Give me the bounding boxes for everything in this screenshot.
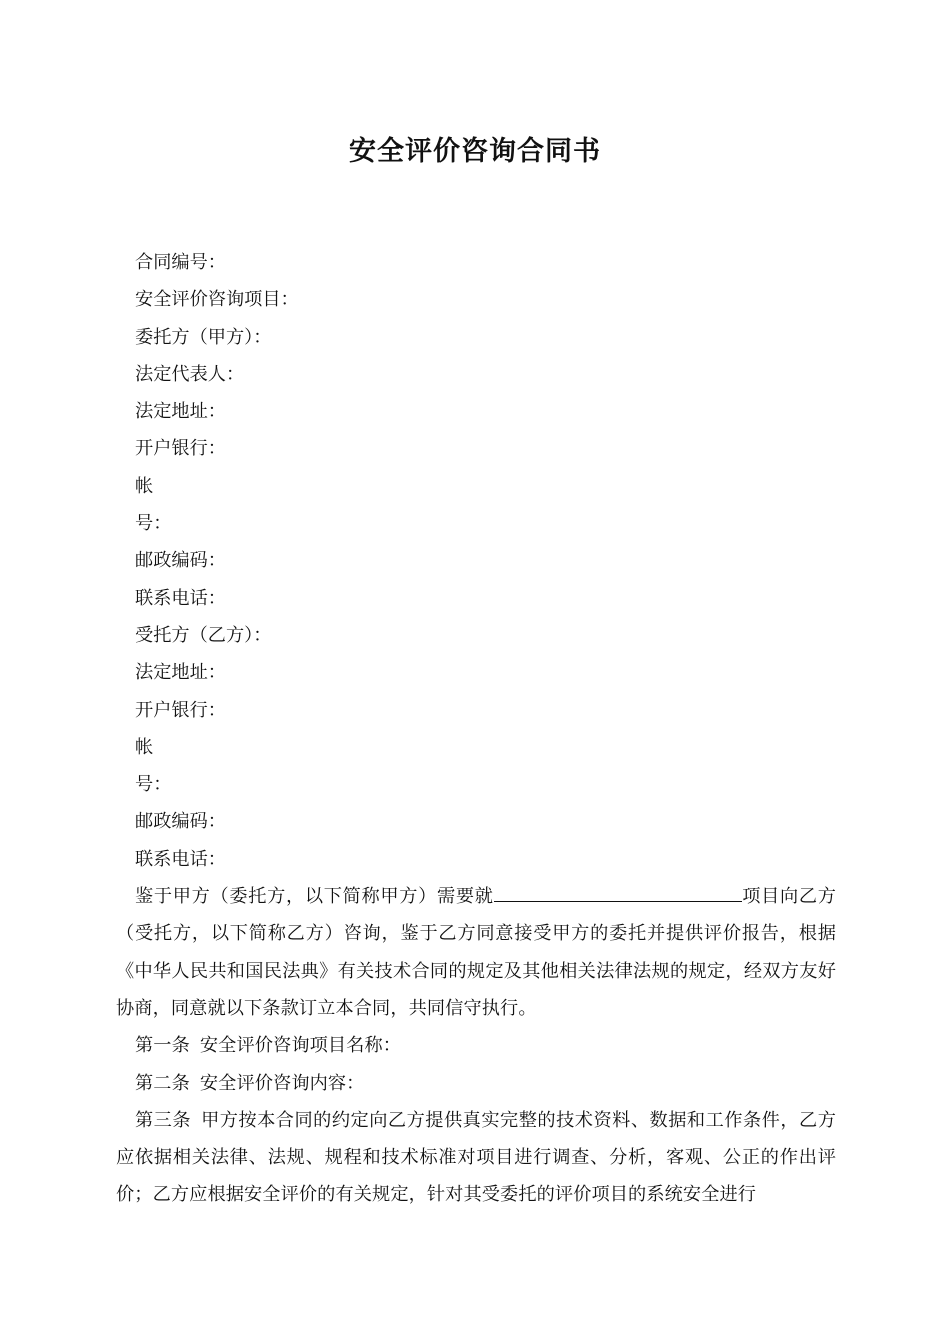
field-party-b: 受托方（乙方）： xyxy=(135,624,272,646)
article-2 xyxy=(116,1065,836,1102)
article-1-text: 安全评价咨询项目名称： xyxy=(199,1035,402,1057)
field-party-b-postcode: 邮政编码： xyxy=(135,811,226,833)
project-name-blank xyxy=(494,881,742,902)
field-party-a: 委托方（甲方）： xyxy=(135,326,272,348)
field-party-b-account-number: 号： xyxy=(135,774,172,796)
article-3 xyxy=(116,1102,836,1214)
preamble-paragraph xyxy=(116,878,836,1027)
field-party-b-bank: 开户银行： xyxy=(135,699,226,721)
field-project: 安全评价咨询项目： xyxy=(135,289,299,311)
field-party-a-address: 法定地址： xyxy=(135,401,226,423)
field-party-b-phone: 联系电话： xyxy=(135,848,226,870)
field-party-a-bank: 开户银行： xyxy=(135,438,226,460)
preamble-text-before: 鉴于甲方（委托方，以下简称甲方）需要就 xyxy=(135,886,494,908)
document-title: 安全评价咨询合同书 xyxy=(349,136,601,167)
field-party-a-account-label: 帐 xyxy=(135,475,154,497)
field-party-a-postcode: 邮政编码： xyxy=(135,550,226,572)
article-1 xyxy=(116,1027,836,1064)
article-2-label: 第二条 xyxy=(135,1072,190,1094)
field-legal-representative: 法定代表人： xyxy=(135,363,245,385)
field-contract-number: 合同编号： xyxy=(135,252,226,273)
article-1-label: 第一条 xyxy=(135,1035,190,1057)
article-3-text: 甲方按本合同的约定向乙方提供真实完整的技术资料、数据和工作条件，乙方应依据相关法律、法规、规程和技术标准对项目进行调查、分析，客观、公正的作出评价；乙方应根据安全评价的有关规定，针对其受委托的评价项目的系统安全进行 xyxy=(116,1109,836,1206)
field-party-b-account-label: 帐 xyxy=(135,736,154,758)
article-3-label: 第三条 xyxy=(135,1109,192,1131)
article-2-text: 安全评价咨询内容： xyxy=(199,1072,365,1094)
field-party-a-phone: 联系电话： xyxy=(135,587,226,609)
field-party-a-account-number: 号： xyxy=(135,513,172,535)
contract-body xyxy=(116,244,836,1214)
field-party-b-address: 法定地址： xyxy=(135,662,226,684)
preamble-text-after: 项目向乙方（受托方，以下简称乙方）咨询，鉴于乙方同意接受甲方的委托并提供评价报告，根据《中华人民共和国民法典》有关技术合同的规定及其他相关法律法规的规定，经双方友好协商，同意就以下条款订立本合同，共同信守执行。 xyxy=(116,886,836,1019)
